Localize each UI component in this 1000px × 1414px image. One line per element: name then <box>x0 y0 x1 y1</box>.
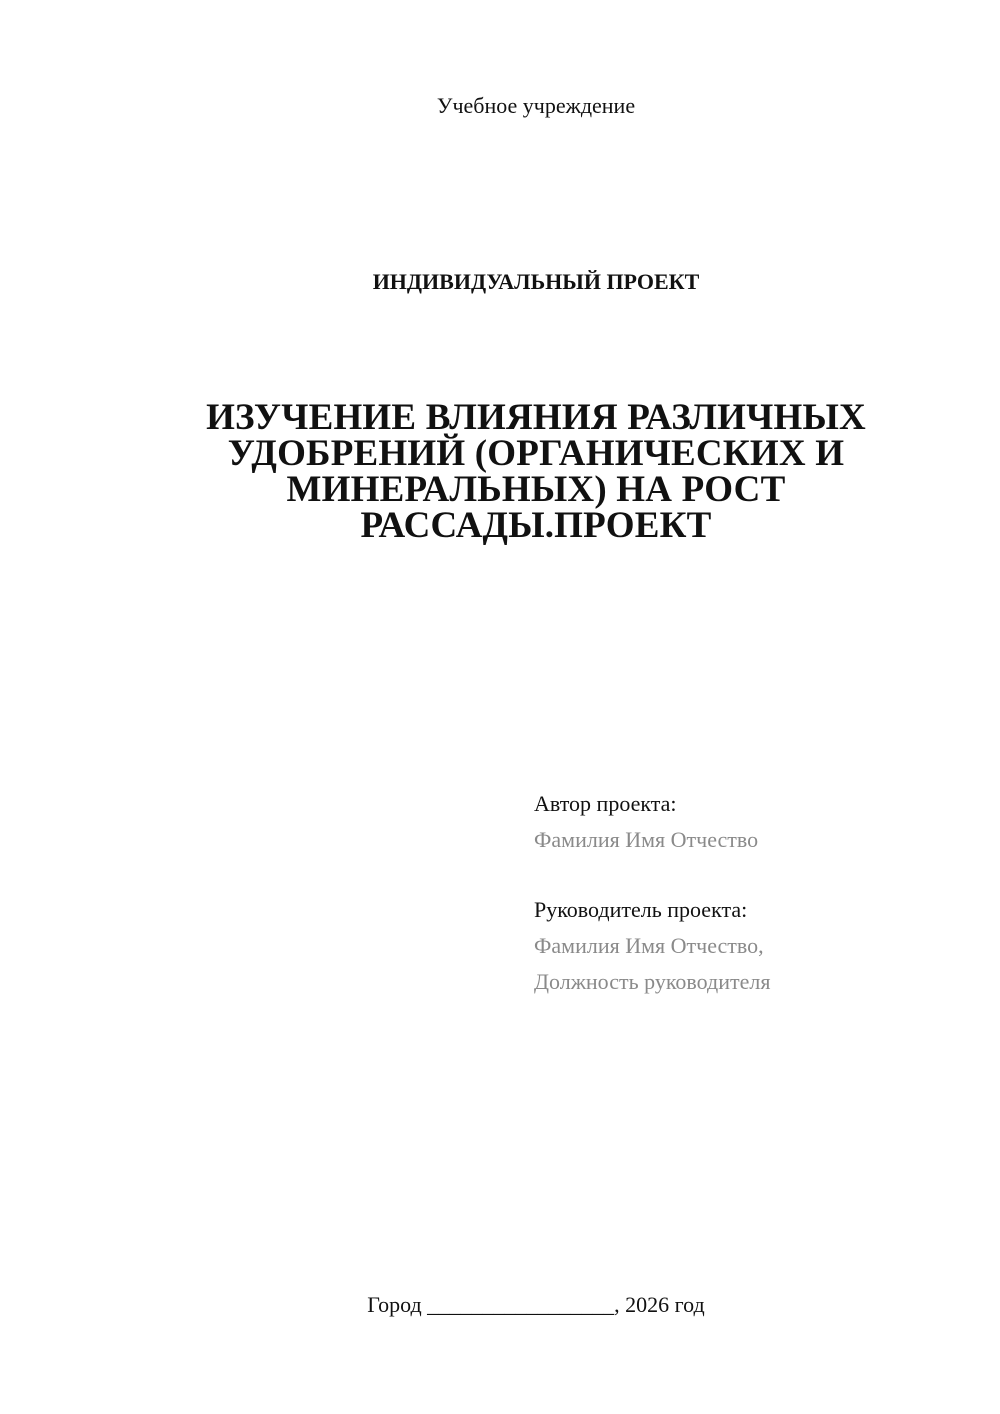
city-year-line: Город _________________, 2026 год <box>367 1292 705 1317</box>
supervisor-name: Фамилия Имя Отчество, <box>534 933 764 958</box>
title-line: ИЗУЧЕНИЕ ВЛИЯНИЯ РАЗЛИЧНЫХ <box>206 397 866 438</box>
author-block <box>534 786 974 858</box>
author-name: Фамилия Имя Отчество <box>534 827 759 852</box>
title-line: УДОБРЕНИЙ (ОРГАНИЧЕСКИХ И <box>227 433 845 474</box>
author-label: Автор проекта: <box>534 791 677 816</box>
supervisor-label: Руководитель проекта: <box>534 897 748 922</box>
document-title <box>170 397 902 546</box>
title-line: МИНЕРАЛЬНЫХ) НА РОСТ <box>286 469 786 510</box>
supervisor-position: Должность руководителя <box>534 969 771 994</box>
supervisor-block <box>534 892 974 1000</box>
title-line: РАССАДЫ.ПРОЕКТ <box>360 505 712 546</box>
institution-name: Учебное учреждение <box>436 93 636 118</box>
document-type: ИНДИВИДУАЛЬНЫЙ ПРОЕКТ <box>372 269 700 294</box>
